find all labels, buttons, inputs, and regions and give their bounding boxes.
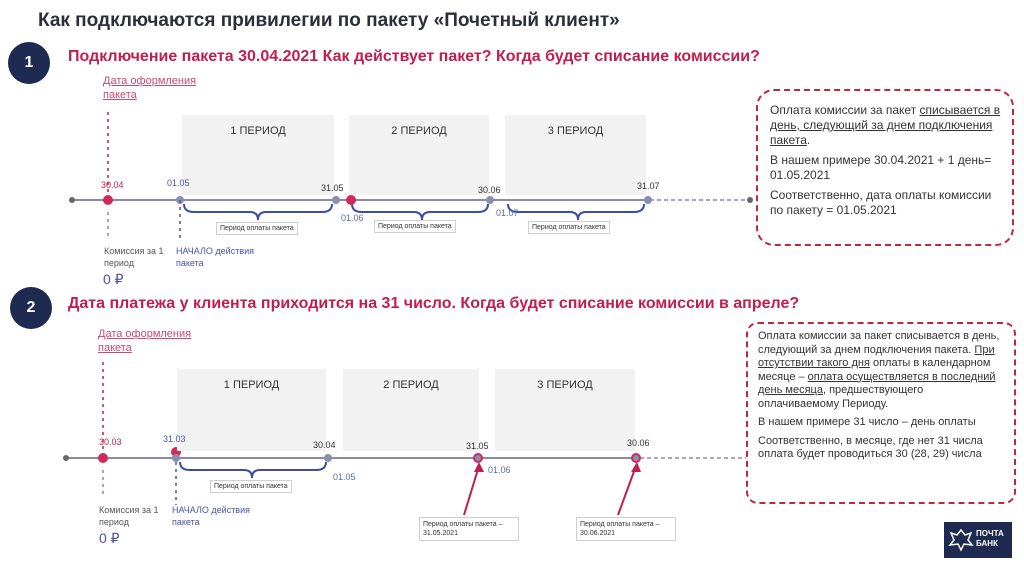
s1-date-p2-end: 30.06 [478, 185, 501, 195]
s2-date-p2-end: 31.05 [466, 441, 489, 451]
s1-payment-period-label: Период оплаты пакета [374, 220, 456, 233]
note-paragraph: В нашем примере 30.04.2021 + 1 день= 01.05.2021 [770, 153, 992, 182]
s2-date-p2-start: 01.05 [333, 472, 356, 482]
s2-callout-june: Период оплаты пакета – 30.06.2021 [576, 517, 676, 541]
note-text: . [806, 133, 811, 147]
s1-commission-label: Комиссия за 1 период [104, 246, 164, 268]
s1-date-p2-start: 01.06 [341, 213, 364, 223]
s2-date-start: 31.03 [163, 434, 186, 444]
note-paragraph [758, 330, 1006, 411]
s1-payment-period-label: Период оплаты пакета [216, 222, 298, 235]
s2-date-p1-end: 30.04 [313, 440, 336, 450]
s1-payment-period-label: Период оплаты пакета [528, 221, 610, 234]
section-2-registration-label: Дата оформления пакета [98, 328, 192, 354]
s1-start-label: НАЧАЛО действия пакета [176, 246, 254, 268]
note-text: Оплата комиссии за пакет [770, 103, 920, 117]
period-label: 1 ПЕРИОД [223, 379, 280, 391]
s1-date-p1-end: 31.05 [321, 183, 344, 193]
period-label: 3 ПЕРИОД [547, 125, 604, 137]
note-underlined-text: списывается в день, следующий за днем подключения пакета [770, 103, 1001, 147]
logo-text-line-2: БАНК [976, 539, 998, 548]
note-underlined-text: При отсутствии такого дня [758, 343, 995, 369]
s2-date-reg: 30.03 [99, 437, 122, 447]
section-1-note [756, 89, 1014, 246]
note-paragraph: В нашем примере 31 число – день оплаты [758, 416, 976, 428]
section-2-question: Дата платежа у клиента приходится на 31 число. Когда будет списание комиссии в апреле? [68, 295, 800, 312]
period-label: 3 ПЕРИОД [537, 379, 593, 391]
section-2-note [746, 322, 1016, 504]
s1-date-p3-start: 01.07 [496, 208, 519, 218]
slide-title: Как подключаются привилегии по пакету «Почетный клиент» [38, 10, 620, 31]
section-2-period-2 [343, 369, 479, 451]
s2-payment-period-label: Период оплаты пакета [210, 480, 292, 493]
note-paragraph [770, 103, 1002, 148]
period-label: 1 ПЕРИОД [230, 125, 286, 137]
s2-commission-value: 0 ₽ [99, 530, 120, 546]
s1-commission-value: 0 ₽ [103, 271, 124, 287]
s2-callout-may: Период оплаты пакета – 31.05.2021 [419, 517, 519, 541]
section-2-period-1 [177, 369, 326, 451]
logo-text-line-1: ПОЧТА [976, 529, 1004, 538]
s2-commission-label: Комиссия за 1 период [99, 505, 159, 527]
section-1-number: 1 [8, 42, 50, 84]
s1-date-start: 01.05 [167, 178, 190, 188]
note-text: Оплата комиссии за пакет списывается в день, следующий за днем подключения пакета. [758, 330, 1000, 356]
section-1-question: Подключение пакета 30.04.2021 Как действует пакет? Когда будет списание комиссии? [68, 48, 760, 65]
s2-start-label: НАЧАЛО действия пакета [172, 505, 250, 527]
s2-date-p3-end: 30.06 [627, 438, 650, 448]
period-label: 2 ПЕРИОД [383, 379, 439, 391]
note-underlined-text: оплата осуществляется в последний день месяца [758, 370, 996, 396]
eagle-icon [948, 527, 974, 553]
s1-date-p3-end: 31.07 [637, 181, 660, 191]
note-paragraph: Соответственно, дата оплаты комиссии по пакету = 01.05.2021 [770, 188, 992, 217]
section-2-period-3 [495, 369, 635, 451]
s1-date-reg: 30.04 [101, 180, 124, 190]
note-text: , предшествующего оплачиваемому Периоду. [758, 384, 924, 410]
s2-date-p3-start: 01.06 [488, 465, 511, 475]
logo-text [976, 529, 1004, 549]
note-text: оплаты в календарном месяце – [758, 357, 991, 383]
section-1-registration-label: Дата оформления пакета [103, 75, 197, 101]
note-paragraph: Соответственно, в месяце, где нет 31 числа оплата будет проводиться 30 (28, 29) числа [758, 434, 983, 460]
pochta-bank-logo [944, 522, 1012, 558]
section-2-number: 2 [10, 287, 52, 329]
period-label: 2 ПЕРИОД [391, 125, 447, 137]
